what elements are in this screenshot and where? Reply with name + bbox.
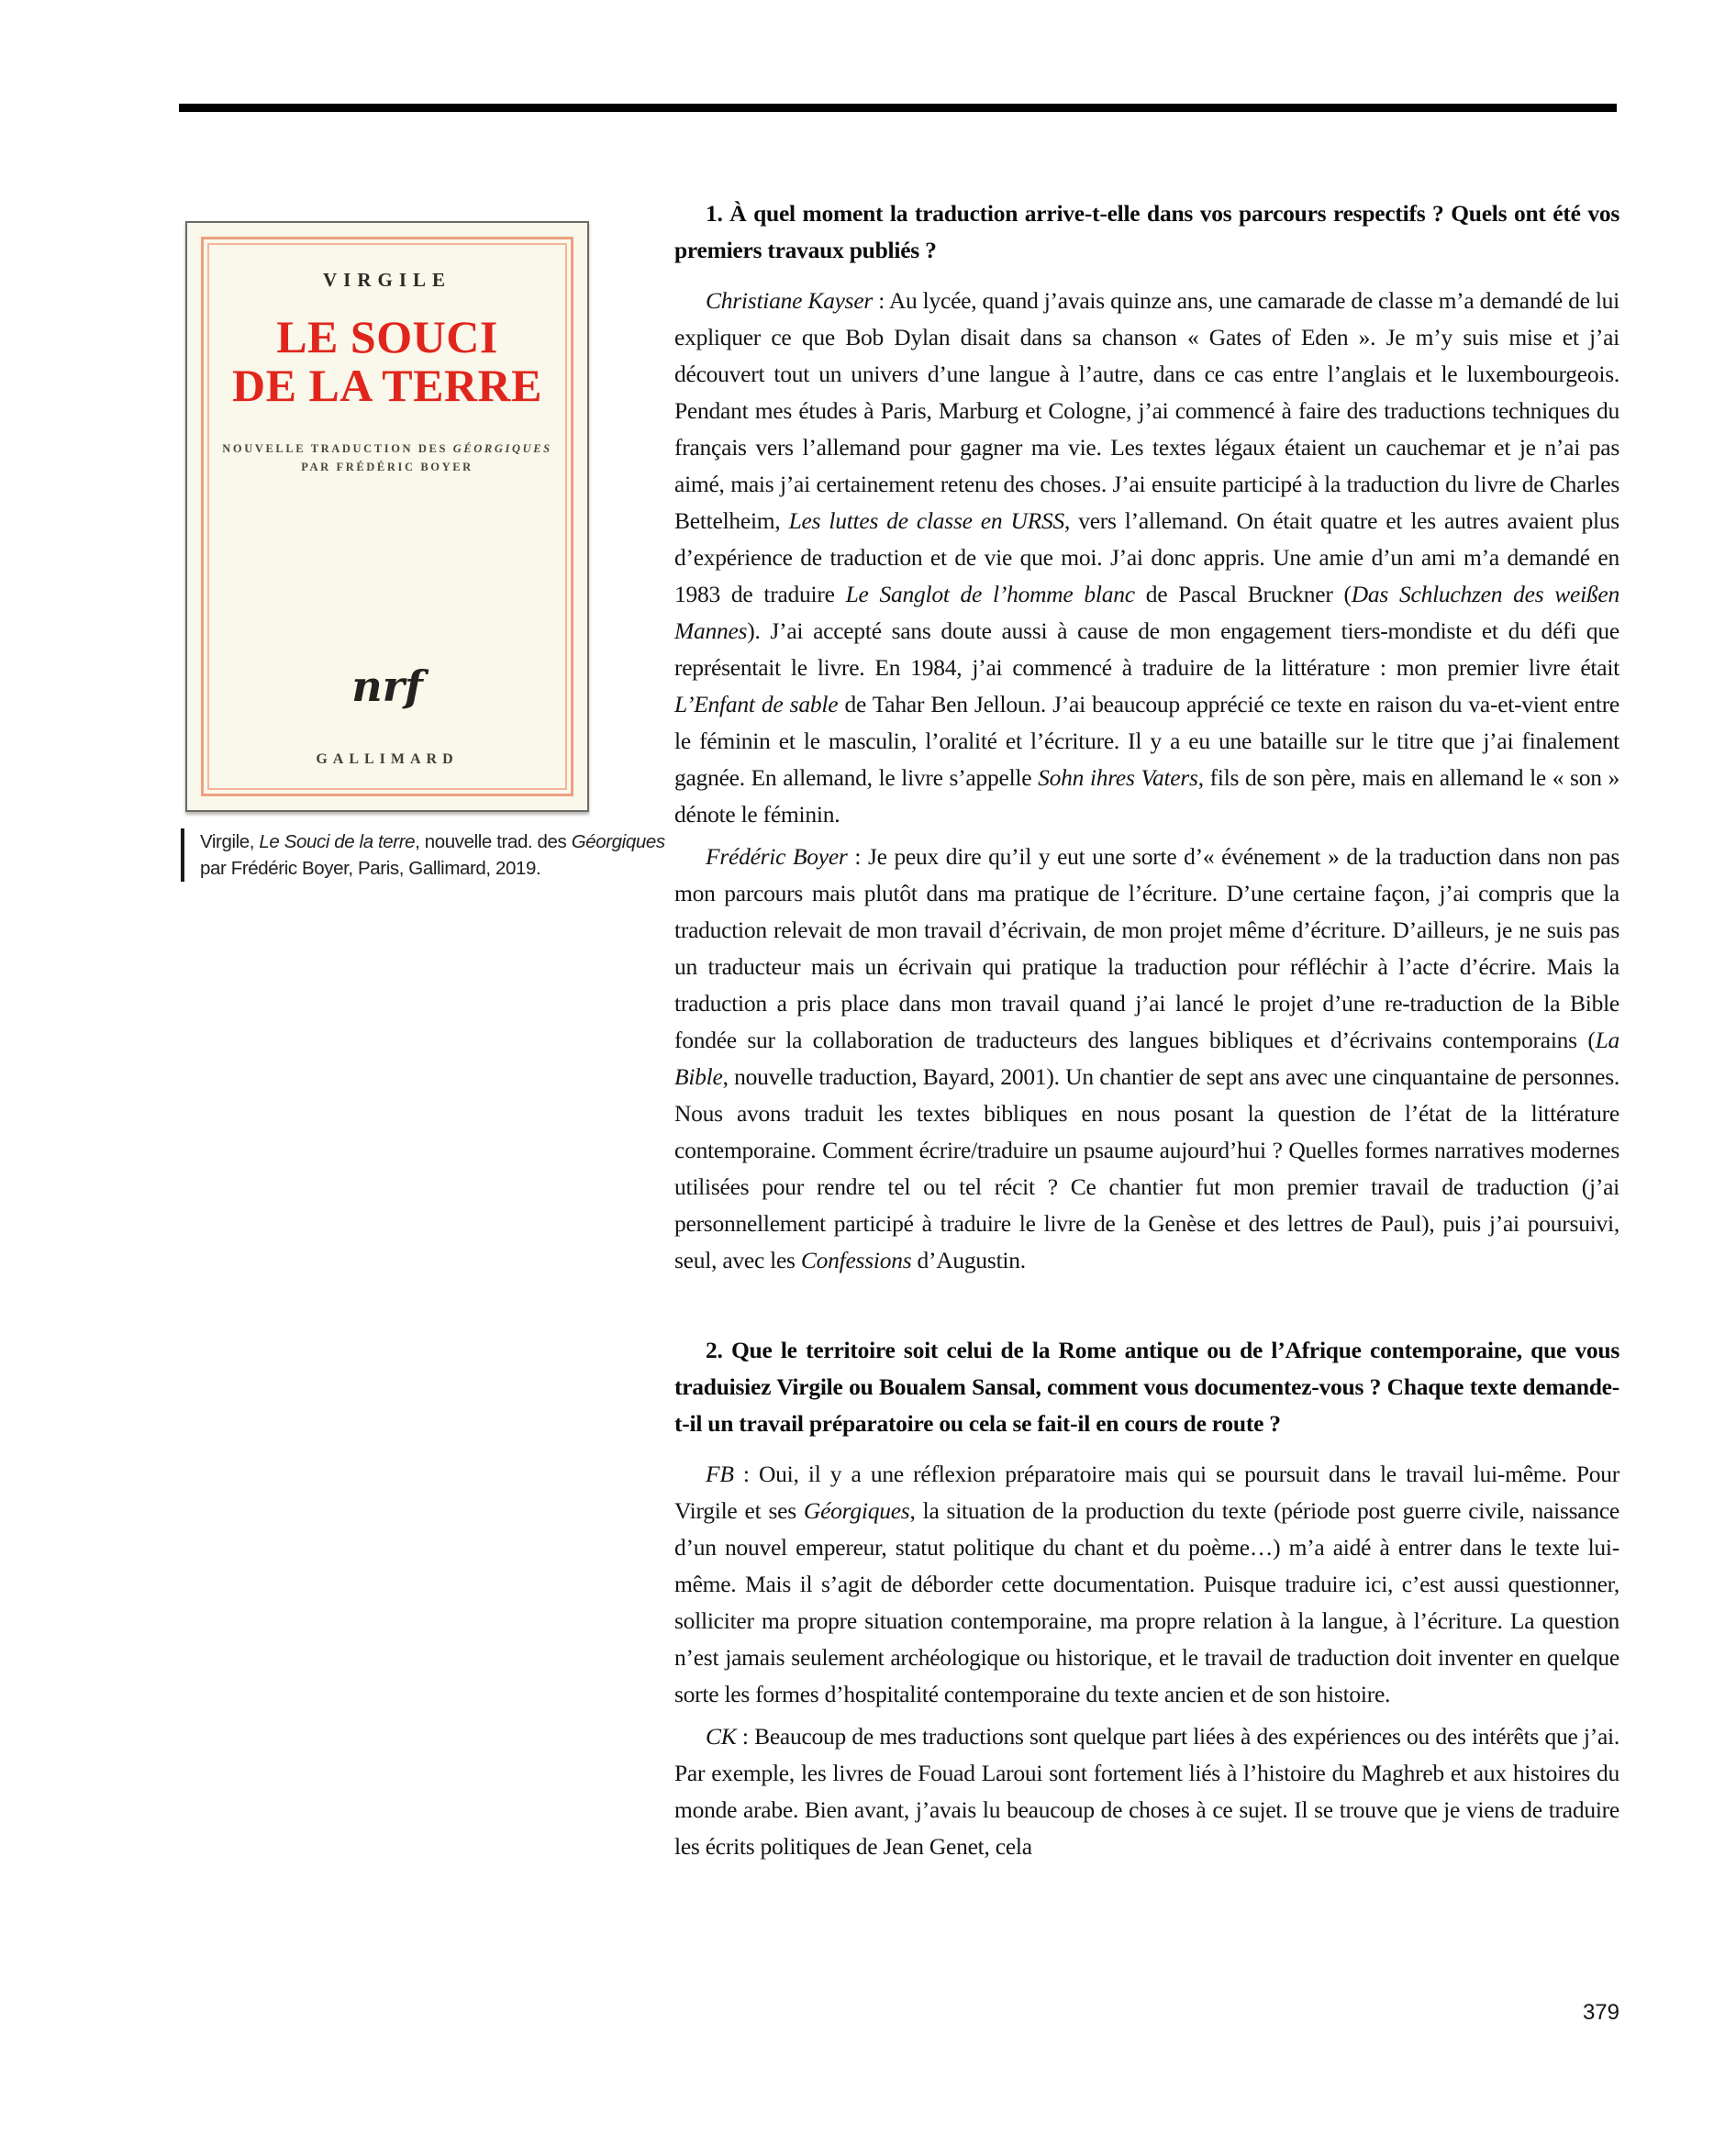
interview-answer (674, 1718, 1619, 1865)
italic-text: Confessions (800, 1247, 912, 1273)
italic-text: Le Sanglot de l’homme blanc (845, 581, 1135, 607)
interview-question (674, 1332, 1619, 1442)
book-cover-figure (185, 221, 589, 812)
cover-title-line2: DE LA TERRE (231, 360, 543, 411)
caption-line (200, 828, 714, 855)
text-run: , fils de son père, mais en allemand le « son » dénote le féminin. (674, 764, 1620, 828)
text-run: , nouvelle trad. des (415, 831, 572, 852)
interview-question (674, 195, 1619, 269)
italic-text: Christiane Kayser (706, 287, 874, 314)
cover-subtitle (187, 439, 587, 476)
text-run: : Oui, il y a une réflexion préparatoire mais qui se poursuit dans le travail lui-même. Pour Virgile et ses (674, 1461, 1619, 1524)
text-run: 1. À quel moment la traduction arrive-t-elle dans vos parcours respectifs ? Quels ont été vos premiers travaux publiés ? (674, 200, 1619, 263)
text-run: NOUVELLE TRADUCTION DES (222, 442, 453, 455)
cover-title-line1: LE SOUCI (276, 311, 498, 362)
text-run: de Tahar Ben Jelloun. J’ai beaucoup apprécié ce texte en raison du va-et-vient entre le féminin et le masculin, l’oralité et l’écriture. Il y a eu une bataille sur le titre que j’ai finalement gagnée. En allemand, le livre s’appelle (674, 691, 1619, 791)
figure-caption (181, 828, 714, 882)
text-run: : Beaucoup de mes traductions sont quelque part liées à des expériences ou des intérêts que j’ai. Par exemple, les livres de Fouad Laroui sont fortement liés à l’histoire du Maghreb et aux histoires du monde arabe. Bien avant, j’avais lu beaucoup de choses à ce sujet. Il se trouve que je viens de traduire les écrits politiques de Jean Genet, cela (674, 1723, 1619, 1860)
cover-title (187, 313, 587, 410)
cover-subtitle-line1 (187, 439, 587, 458)
italic-text: Géorgiques (571, 831, 665, 852)
interview-answer (674, 1456, 1619, 1713)
text-run: , la situation de la production du texte (période post guerre civile, naissance d’un nouvel empereur, statut politique du chant et du poème…) m’a aidé à entrer dans le texte lui-même. Mais il s’agit de déborder cette documentation. Puisque traduire ici, c’est aussi questionner, solliciter ma propre situation contemporaine, ma propre relation à la langue, à l’écriture. La question n’est jamais seulement archéologique ou historique, et le travail de traduction doit inventer en quelque sorte les formes d’hospitalité contemporaine du texte ancien et de son histoire. (674, 1497, 1619, 1707)
italic-text: Sohn ihres Vaters (1038, 764, 1198, 791)
text-run: 2. Que le territoire soit celui de la Rome antique ou de l’Afrique contemporaine, que vous traduisiez Virgile ou Boualem Sansal, comment vous documentez-vous ? Chaque texte demande-t-il un travail préparatoire ou cela se fait-il en cours de route ? (674, 1337, 1619, 1437)
italic-text: Le Souci de la terre (259, 831, 416, 852)
italic-text: FB (706, 1461, 734, 1487)
nrf-logo: nrf (351, 661, 423, 711)
text-run: , vers l’allemand. On était quatre et les autres avaient plus d’expérience de traduction et de vie que moi. J’ai donc appris. Une amie d’un ami m’a demandé en 1983 de traduire (674, 507, 1619, 607)
cover-publisher: GALLIMARD (316, 751, 459, 767)
interview-answer (674, 839, 1619, 1279)
italic-text: Les luttes de classe en URSS (788, 507, 1064, 534)
interview-body (674, 195, 1619, 1871)
italic-text: La Bible (674, 1027, 1619, 1090)
caption-line (200, 855, 714, 882)
cover-author: VIRGILE (322, 269, 452, 291)
cover-content (187, 223, 587, 810)
italic-text: L’Enfant de sable (674, 691, 839, 717)
text-run: : Au lycée, quand j’avais quinze ans, une camarade de classe m’a demandé de lui expliquer ce que Bob Dylan disait dans sa chanson « Gates of Eden ». Je m’y suis mise et j’ai découvert tout un univers d’une langue à l’autre, dans ce cas entre l’anglais et le luxembourgeois. Pendant mes études à Paris, Marburg et Cologne, j’ai commencé à faire des traductions techniques du français vers l’allemand pour gagner ma vie. Les textes légaux étaient un cauchemar et je n’ai pas aimé, mais j’ai certainement retenu des choses. J’ai ensuite participé à la traduction du livre de Charles Bettelheim, (674, 287, 1620, 534)
text-run: : Je peux dire qu’il y eut une sorte d’« événement » de la traduction dans non pas mon parcours mais plutôt dans ma pratique de l’écriture. D’une certaine façon, j’ai compris que la traduction relevait de mon travail d’écrivain, de mon projet même d’écriture. D’ailleurs, je ne suis pas un traducteur mais un écrivain qui pratique la traduction pour réfléchir à l’acte d’écrire. Mais la traduction a pris place dans mon travail quand j’ai lancé le projet d’une re-traduction de la Bible fondée sur la collaboration de traducteurs des langues bibliques et d’écrivains contemporains ( (674, 843, 1619, 1053)
italic-text: CK (706, 1723, 737, 1750)
interview-answer (674, 283, 1619, 833)
text-run: d’Augustin. (911, 1247, 1026, 1273)
italic-text: Das Schluchzen des weißen Mannes (674, 581, 1619, 644)
book-cover (185, 221, 589, 812)
text-run: , nouvelle traduction, Bayard, 2001). Un chantier de sept ans avec une cinquantaine de personnes. Nous avons traduit les textes bibliques en nous posant la question de l’état de la littérature contemporaine. Comment écrire/traduire un psaume aujourd’hui ? Quelles formes narratives modernes utilisées pour rendre tel ou tel récit ? Ce chantier fut mon premier travail de traduction (j’ai personnellement participé à traduire le livre de la Genèse et des lettres de Paul), puis j’ai poursuivi, seul, avec les (674, 1063, 1619, 1273)
page-number: 379 (1582, 2000, 1619, 2025)
text-run: ). J’ai accepté sans doute aussi à cause de mon engagement tiers-mondiste et du défi que représentait le livre. En 1984, j’ai commencé à traduire de la littérature : mon premier livre était (674, 617, 1619, 681)
cover-subtitle-line2: PAR FRÉDÉRIC BOYER (301, 461, 473, 473)
italic-text: GÉORGIQUES (452, 442, 552, 455)
italic-text: Frédéric Boyer (706, 843, 848, 870)
header-rule (179, 104, 1617, 112)
text-run: par Frédéric Boyer, Paris, Gallimard, 2019. (200, 858, 541, 879)
text-run: de Pascal Bruckner ( (1134, 581, 1352, 607)
italic-text: Géorgiques (803, 1497, 910, 1524)
text-run: Virgile, (200, 831, 260, 852)
